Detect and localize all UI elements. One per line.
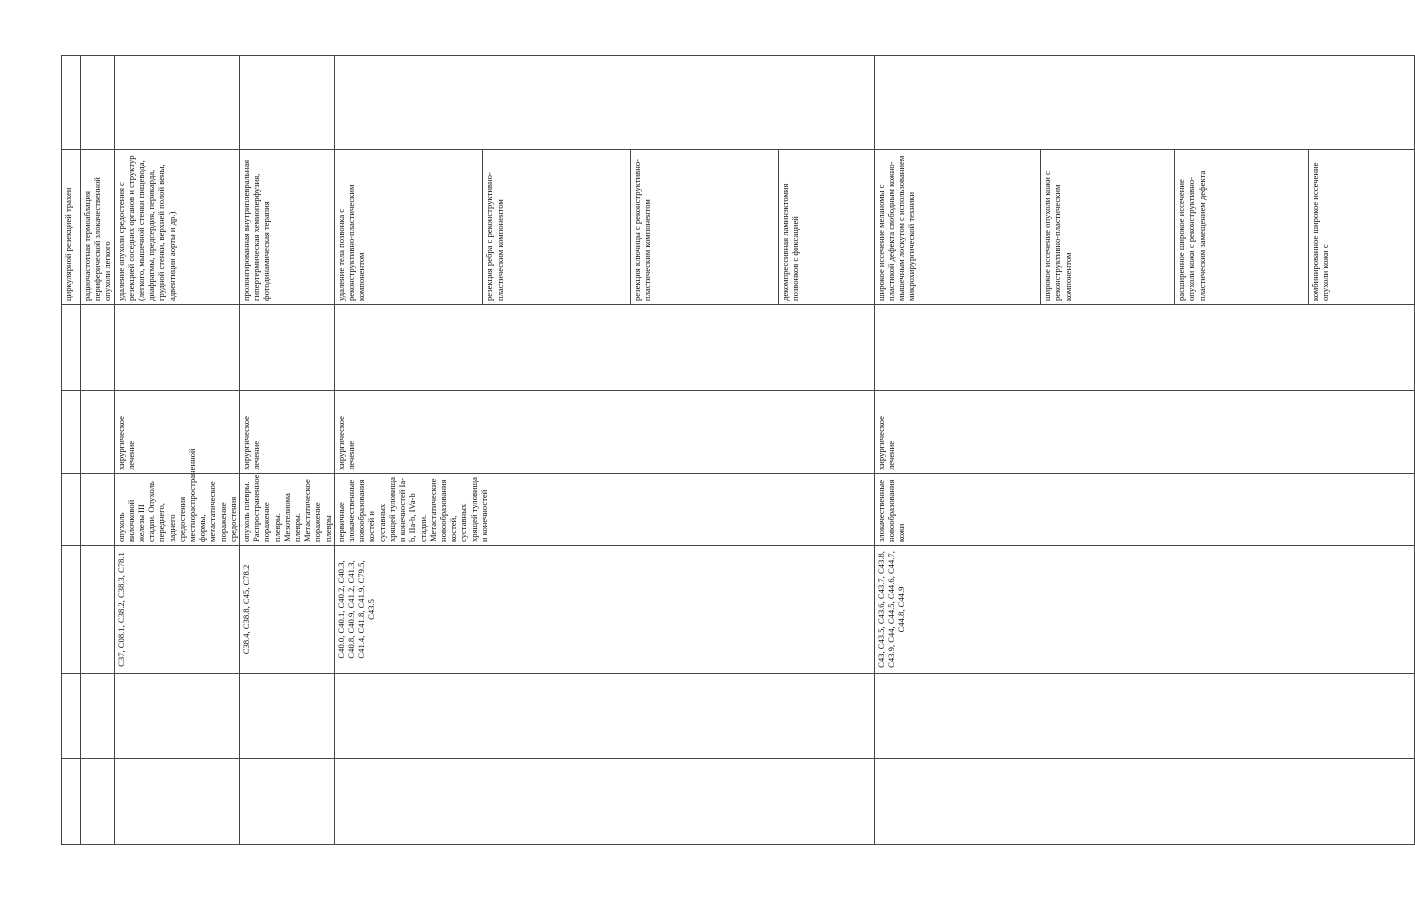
treatment-table: [61, 55, 1415, 845]
method-item: комбинированное широкое иссечение опухоли кожи с: [1310, 162, 1331, 301]
treatment-cell: хирургическое лечение: [114, 391, 239, 474]
table-row: [81, 56, 115, 845]
method-cell: циркулярной резекцией трахеи: [62, 150, 81, 305]
method-subtable: [875, 150, 1414, 304]
method-cell: пролонгированная внутриплевральная гипертермическая хемиоперфузия, фотодинамическая терапия: [240, 150, 335, 305]
diagnosis-cell: опухоль вилочковой железы III стадии. Опухоль переднего, заднего средостения местнораспространенной формы, метастатическое поражение средостения: [114, 474, 239, 546]
icd-codes-cell: C40.0, C40.1, C40.2, C40.3, C40.8, C40.9, C41.2, C41.3, C41.4, C41.8, C41.9, C79.5, C43.5: [334, 546, 874, 674]
table-row: [874, 56, 1414, 845]
treatment-cell: хирургическое лечение: [334, 391, 874, 474]
method-cell: удаление опухоли средостения с резекцией соседних органов и структур (легкого, мышечной стенки пищевода, диафрагмы, предсердия, перикарда, грудной стенки, верхней полой вены, адвентиции аорты и др.): [114, 150, 239, 305]
method-item: широкое иссечение меланомы с пластикой дефекта свободным кожно-мышечным лоскутом с использованием микрохирургической техники: [875, 150, 1041, 304]
method-cell: радиочастотная термоаблация периферической злокачественной опухоли легкого: [81, 150, 115, 305]
method-subtable: [335, 150, 874, 304]
icd-codes-cell: C37, C08.1, C38.2, C38.3, C78.1: [114, 546, 239, 674]
method-item: резекция ключицы с реконструктивно-пластическим компонентом: [631, 150, 779, 304]
method-item: широкое иссечение опухоли кожи с реконструктивно-пластическим компонентом: [1041, 150, 1175, 304]
diagnosis-cell: злокачественные новообразования кожи: [874, 474, 1414, 546]
method-item: резекция ребра с реконструктивно-пластическим компонентом: [483, 150, 631, 304]
table-row: [334, 56, 874, 845]
rotated-page: [61, 56, 1331, 845]
diagnosis-cell: первичные злокачественные новообразования костей и суставных хрящей туловища и конечностей Ia-b, IIa-b, IVa-b стадии. Метастатические новообразования костей, суставных хрящей туловища и конечностей: [334, 474, 874, 546]
icd-codes-cell: C43, C43.5, C43.6, C43.7, C43.8, C43.9, C44, C44.5, C44.6, C44.7, C44.8, C44.9: [874, 546, 1414, 674]
method-item: удаление тела позвонка с реконструктивно-пластическим компонентом: [335, 150, 483, 304]
icd-codes-cell: C38.4, C38.8, C45, C78.2: [240, 546, 335, 674]
table-row: [114, 56, 239, 845]
method-item: декомпрессивная ламинэктомия позвонков с фиксацией: [780, 183, 801, 301]
table-row: [62, 56, 81, 845]
method-list-cell: [334, 150, 874, 305]
treatment-cell: хирургическое лечение: [874, 391, 1414, 474]
table-row: [240, 56, 335, 845]
method-list-cell: [874, 150, 1414, 305]
treatment-cell: хирургическое лечение: [240, 391, 335, 474]
method-item: расширенное широкое иссечение опухоли кожи с реконструктивно-пластическим замещением дефекта: [1175, 150, 1309, 304]
diagnosis-cell: опухоль плевры. Распространенное поражение плевры. Мезотелиома плевры. Метастатическое поражение плевры: [240, 474, 335, 546]
